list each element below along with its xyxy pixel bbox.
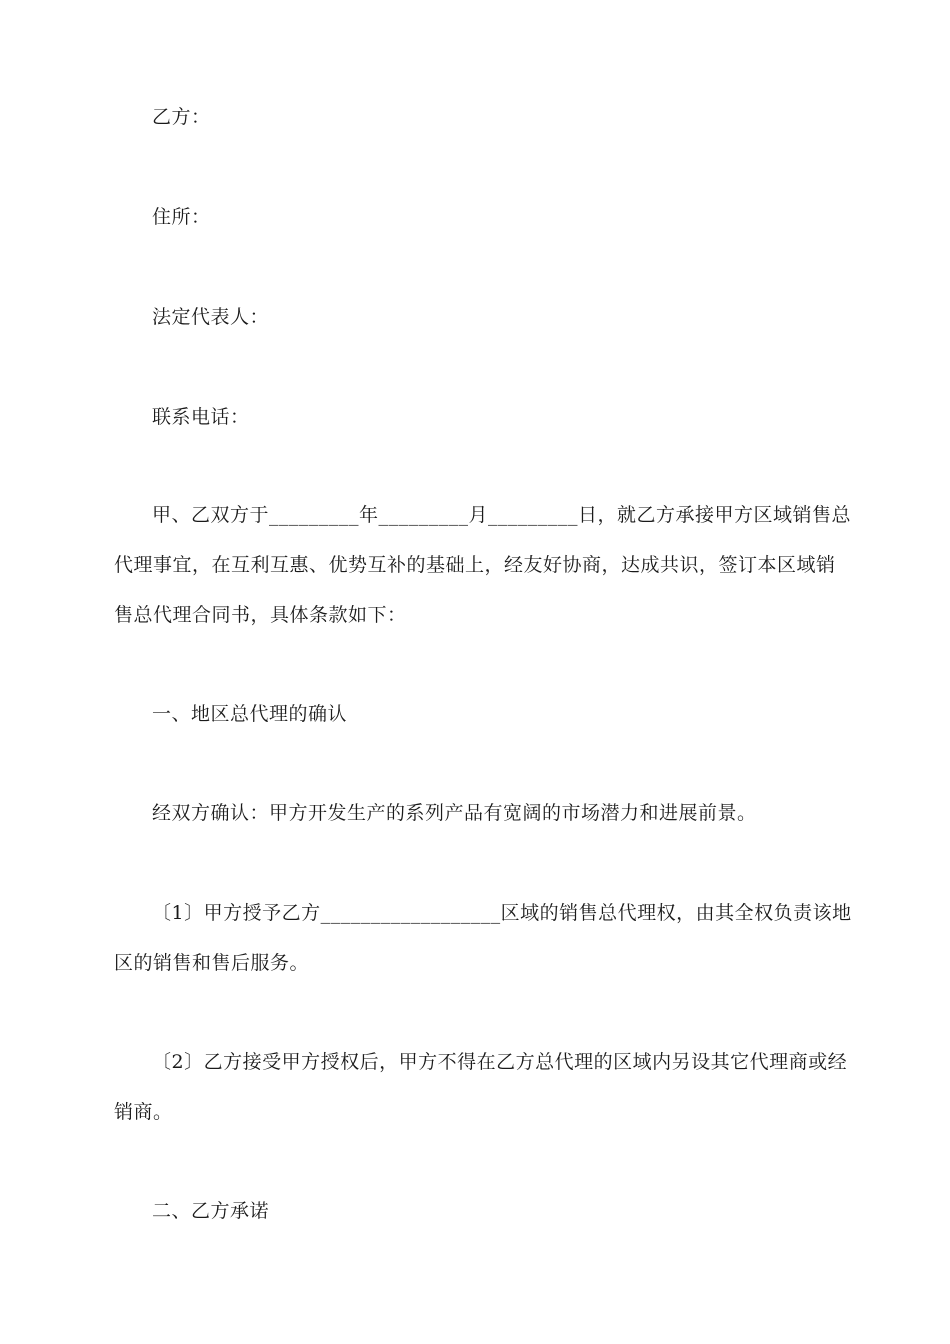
intro-paragraph-line-2: 代理事宜，在互利互惠、优势互补的基础上，经友好协商，达成共识，签订本区域销: [114, 554, 836, 576]
phone-label: 联系电话：: [152, 406, 250, 428]
section-1-item-2-line-2: 销商。: [114, 1101, 173, 1123]
section-1-item-1-line-2: 区的销售和售后服务。: [114, 952, 310, 974]
legal-representative-label: 法定代表人：: [152, 306, 270, 328]
section-1-confirmation: 经双方确认：甲方开发生产的系列产品有宽阔的市场潜力和进展前景。: [152, 802, 757, 824]
section-1-heading: 一、地区总代理的确认: [152, 703, 348, 725]
intro-paragraph-line-1: 甲、乙双方于_________年_________月_________日，就乙方承接甲方区域销售总: [152, 504, 852, 526]
section-1-item-2-line-1: 〔2〕乙方接受甲方授权后，甲方不得在乙方总代理的区域内另设其它代理商或经: [152, 1051, 848, 1073]
address-label: 住所：: [152, 206, 211, 228]
section-1-item-1-line-1: 〔1〕甲方授予乙方__________________区域的销售总代理权，由其全权负责该地: [152, 902, 852, 924]
intro-paragraph-line-3: 售总代理合同书，具体条款如下：: [114, 604, 407, 626]
party-b-label: 乙方：: [152, 106, 211, 128]
section-2-heading: 二、乙方承诺: [152, 1200, 270, 1222]
